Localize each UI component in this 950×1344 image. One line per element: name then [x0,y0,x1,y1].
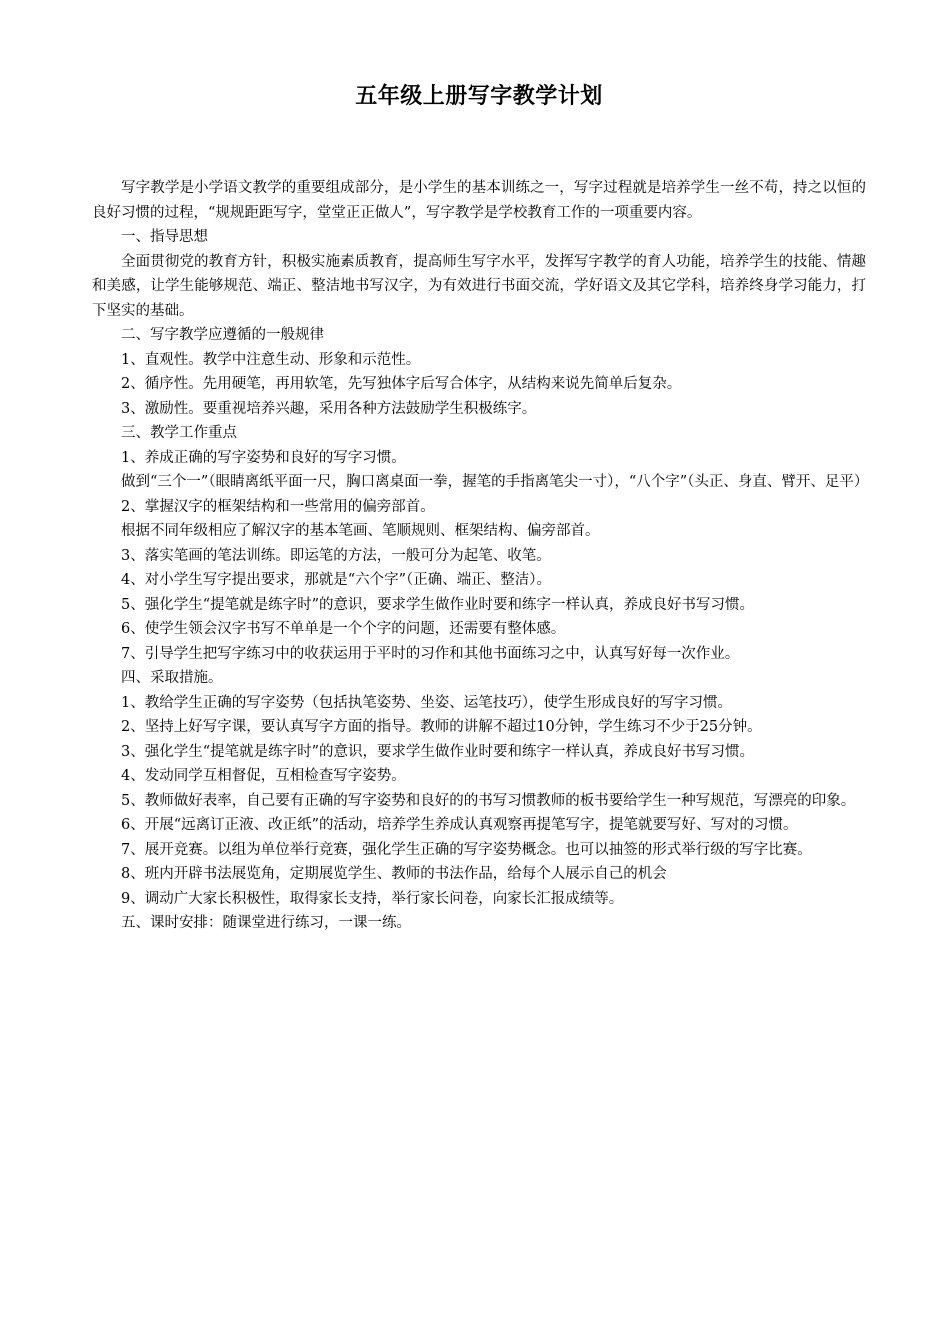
section-heading-2: 二、写字教学应遵循的一般规律 [121,327,324,343]
document-title: 五年级上册写字教学计划 [355,84,603,109]
list-item: 4、对小学生写字提出要求，那就是“六个字”（正确、端正、整洁）。 [121,572,552,588]
list-item: 6、开展“远离订正液、改正纸”的活动，培养学生养成认真观察再提笔写字，提笔就要写好、写对的习惯。 [121,817,798,833]
list-item: 8、班内开辟书法展览角，定期展览学生、教师的书法作品，给每个人展示自己的机会 [121,866,667,882]
list-item: 5、强化学生“提笔就是练字时”的意识，要求学生做作业时要和练字一样认真，养成良好书写习惯。 [121,596,755,613]
list-item: 7、展开竞赛。以组为单位举行竞赛，强化学生正确的写字姿势概念。也可以抽签的形式举行级的写字比赛。 [121,841,812,858]
list-item: 5、教师做好表率，自己要有正确的写字姿势和良好的的书写习惯教师的板书要给学生一种写规范，写漂亮的印象。 [121,792,856,809]
section-heading-3: 三、教学工作重点 [121,425,237,441]
list-item: 2、坚持上好写字课，要认真写字方面的指导。教师的讲解不超过10分钟，学生练习不少于25分钟。 [121,719,762,735]
list-item: 1、教给学生正确的写字姿势（包括执笔姿势、坐姿、运笔技巧），使学生形成良好的写字习惯。 [121,694,732,711]
list-item: 2、掌握汉字的框架结构和一些常用的偏旁部首。 [121,498,435,515]
list-item: 4、发动同学互相督促，互相检查写字姿势。 [121,768,406,784]
list-item: 9、调动广大家长积极性，取得家长支持，举行家长问卷，向家长汇报成绩等。 [121,890,624,907]
list-item: 6、使学生领会汉字书写不单单是一个个字的问题，还需要有整体感。 [121,621,566,637]
section-heading-1: 一、指导思想 [121,229,208,245]
list-item: 3、激励性。要重视培养兴趣，采用各种方法鼓励学生积极练字。 [121,400,537,417]
paragraph-intro: 写字教学是小学语文教学的重要组成部分，是小学生的基本训练之一，写字过程就是培养学生一丝不苟，持之以恒的良好习惯的过程，“规规距距写字，堂堂正正做人”，写字教学是学校教育工作的一项重要内容。 [92,180,866,221]
list-item: 3、强化学生“提笔就是练字时”的意识，要求学生做作业时要和练字一样认真，养成良好书写习惯。 [121,743,755,760]
list-item: 1、直观性。教学中注意生动、形象和示范性。 [121,351,421,368]
list-item: 7、引导学生把写字练习中的收获运用于平时的习作和其他书面练习之中，认真写好每一次作业。 [121,645,740,662]
list-item: 2、循序性。先用硬笔，再用软笔，先写独体字后写合体字，从结构来说先简单后复杂。 [121,376,682,392]
section-heading-5: 五、课时安排：随课堂进行练习，一课一练。 [121,915,411,931]
document-body [92,176,869,936]
section-heading-4: 四、采取措施。 [121,670,223,686]
list-item: 1、养成正确的写字姿势和良好的写字习惯。 [121,449,406,466]
paragraph: 全面贯彻党的教育方针，积极实施素质教育，提高师生写字水平，发挥写字教学的育人功能，培养学生的技能、情趣和美感，让学生能够规范、端正、整洁地书写汉字，为有效进行书面交流，学好语文及其它学科，培养终身学习能力，打下坚实的基础。 [92,253,866,319]
paragraph: 做到“三个一”（眼睛离纸平面一尺，胸口离桌面一拳，握笔的手指离笔尖一寸），“八个字”（头正、身直、臂开、足平） [121,474,869,490]
list-item: 3、落实笔画的笔法训练。即运笔的方法，一般可分为起笔、收笔。 [121,547,551,564]
paragraph: 根据不同年级相应了解汉字的基本笔画、笔顺规则、框架结构、偏旁部首。 [121,523,600,539]
